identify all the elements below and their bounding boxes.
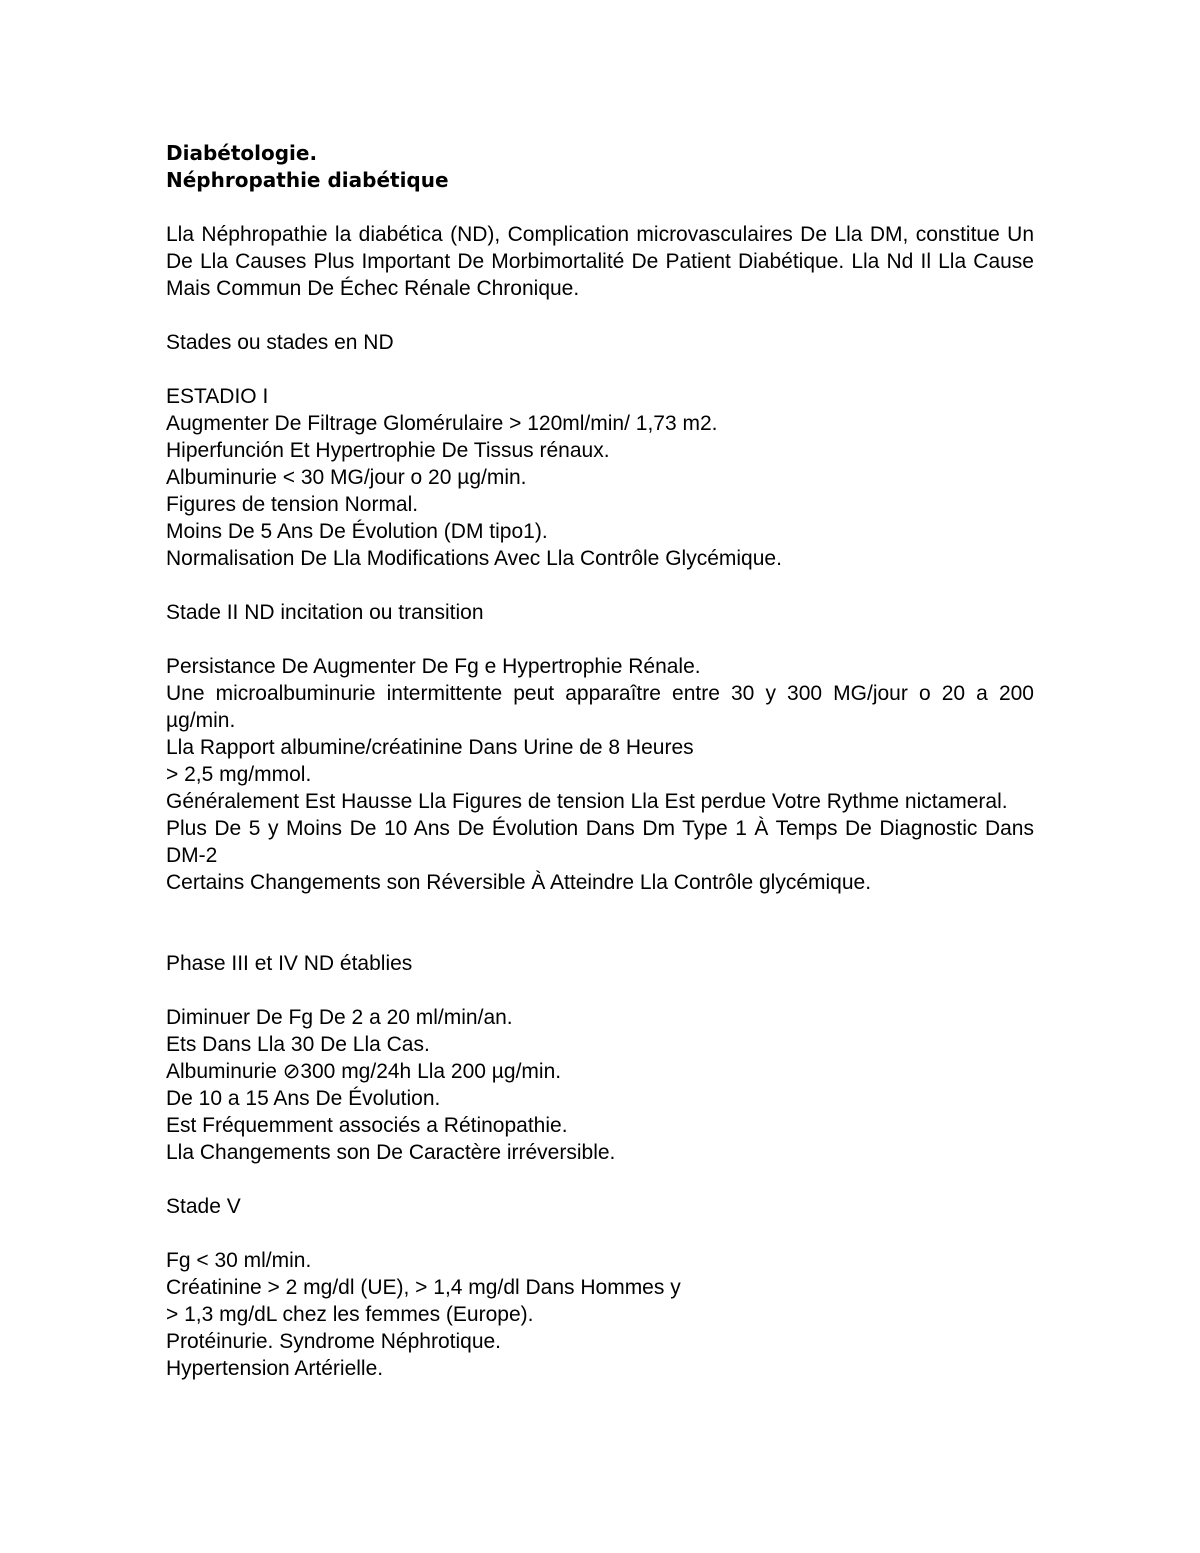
stage-2-line: Persistance De Augmenter De Fg e Hypertrophie Rénale. (166, 655, 701, 678)
stage-2-line: Généralement Est Hausse Lla Figures de tension Lla Est perdue Votre Rythme nictameral. (166, 790, 1008, 813)
stage-2-section (166, 599, 1034, 896)
stage-2-line: Plus De 5 y Moins De 10 Ans De Évolution Dans Dm Type 1 À Temps De Diagnostic Dans DM-2 (166, 817, 1034, 867)
stage-3-line: Diminuer De Fg De 2 a 20 ml/min/an. (166, 1006, 513, 1029)
stage-2-line: Lla Rapport albumine/créatinine Dans Urine de 8 Heures (166, 736, 694, 759)
stage-3-line: Lla Changements son De Caractère irréversible. (166, 1141, 616, 1164)
document-title: Diabétologie. (166, 141, 318, 165)
stage-5-line: Hypertension Artérielle. (166, 1357, 384, 1380)
stage-1-line: Normalisation De Lla Modifications Avec Lla Contrôle Glycémique. (166, 547, 782, 570)
stage-3-heading: Phase III et IV ND établies (166, 952, 413, 975)
stage-3-line: De 10 a 15 Ans De Évolution. (166, 1087, 441, 1110)
stage-2-heading: Stade II ND incitation ou transition (166, 601, 484, 624)
stage-3-line: Ets Dans Lla 30 De Lla Cas. (166, 1033, 430, 1056)
stage-1-line: Augmenter De Filtrage Glomérulaire > 120ml/min/ 1,73 m2. (166, 412, 718, 435)
stage-5-line: Protéinurie. Syndrome Néphrotique. (166, 1330, 502, 1353)
stage-1-section (166, 383, 1034, 572)
intro-paragraph: Lla Néphropathie la diabética (ND), Complication microvasculaires De Lla DM, constitue Un De Lla Causes Plus Important De Morbimortalité De Patient Diabétique. Lla Nd Il Lla Cause Mais Commun De Échec Rénale Chronique. (166, 223, 1034, 300)
stage-3-section (166, 950, 1034, 1166)
document-page (166, 140, 1034, 1382)
stage-1-line: Hiperfunción Et Hypertrophie De Tissus rénaux. (166, 439, 610, 462)
stage-1-heading: ESTADIO I (166, 385, 269, 408)
stage-2-line: > 2,5 mg/mmol. (166, 763, 312, 786)
stage-5-section (166, 1193, 1034, 1382)
stage-3-line: Albuminurie ⊘300 mg/24h Lla 200 µg/min. (166, 1060, 562, 1083)
stages-heading: Stades ou stades en ND (166, 331, 394, 354)
stage-2-line: Une microalbuminurie intermittente peut apparaître entre 30 y 300 MG/jour o 20 a 200 µg/min. (166, 682, 1034, 732)
stage-3-line: Est Fréquemment associés a Rétinopathie. (166, 1114, 568, 1137)
stage-5-heading: Stade V (166, 1195, 241, 1218)
document-subtitle: Néphropathie diabétique (166, 168, 449, 192)
stage-1-line: Moins De 5 Ans De Évolution (DM tipo1). (166, 520, 548, 543)
stage-5-line: Fg < 30 ml/min. (166, 1249, 312, 1272)
stage-5-line: Créatinine > 2 mg/dl (UE), > 1,4 mg/dl Dans Hommes y (166, 1276, 681, 1299)
stage-1-line: Figures de tension Normal. (166, 493, 419, 516)
stage-1-line: Albuminurie < 30 MG/jour o 20 µg/min. (166, 466, 527, 489)
stage-5-line: > 1,3 mg/dL chez les femmes (Europe). (166, 1303, 534, 1326)
stage-2-line: Certains Changements son Réversible À Atteindre Lla Contrôle glycémique. (166, 871, 872, 894)
